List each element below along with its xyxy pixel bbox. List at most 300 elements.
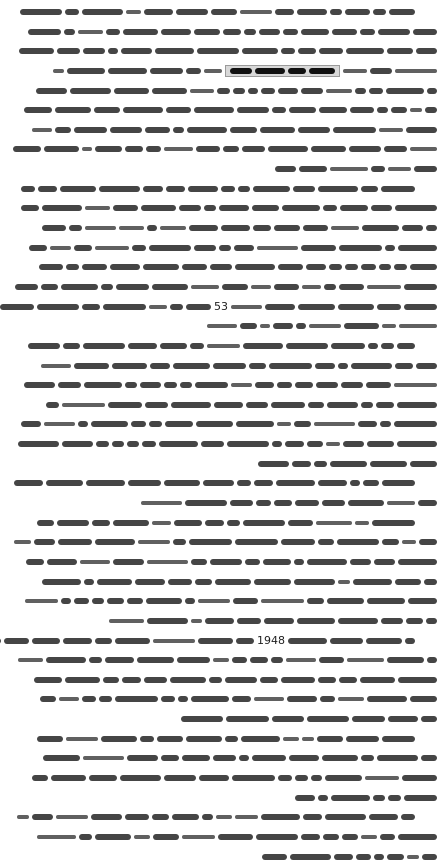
word-placeholder (366, 638, 402, 644)
word-placeholder (94, 107, 120, 113)
word-placeholder (107, 598, 124, 604)
word-placeholder (89, 775, 117, 781)
word-placeholder (103, 677, 119, 683)
word-placeholder (307, 441, 323, 447)
word-placeholder (333, 127, 376, 133)
text-line (5, 455, 437, 473)
word-placeholder (125, 814, 149, 820)
word-placeholder (331, 343, 365, 349)
word-placeholder (371, 205, 392, 211)
word-placeholder (231, 305, 262, 309)
word-placeholder (410, 264, 437, 270)
word-placeholder (226, 716, 269, 722)
word-placeholder (177, 657, 210, 663)
word-placeholder (214, 402, 243, 408)
word-placeholder (46, 402, 59, 408)
word-placeholder (82, 147, 92, 151)
word-placeholder (164, 382, 177, 388)
word-placeholder (286, 658, 316, 662)
word-placeholder (160, 226, 186, 230)
word-placeholder (238, 186, 250, 192)
word-placeholder (194, 245, 216, 251)
word-placeholder (110, 127, 142, 133)
word-placeholder (421, 755, 437, 761)
word-placeholder (395, 363, 413, 369)
word-placeholder (222, 284, 248, 290)
word-placeholder (343, 441, 364, 447)
word-placeholder (152, 814, 169, 820)
word-placeholder (74, 245, 92, 251)
word-placeholder (0, 304, 34, 310)
word-placeholder (150, 363, 170, 369)
word-placeholder (164, 480, 200, 486)
word-placeholder (294, 579, 335, 585)
word-placeholder (389, 9, 415, 15)
word-placeholder (146, 146, 161, 152)
word-placeholder (182, 264, 207, 270)
word-placeholder (298, 127, 330, 133)
year-number: 1948 (257, 633, 285, 647)
text-line (5, 592, 437, 610)
word-placeholder (254, 480, 273, 486)
word-placeholder (178, 696, 188, 702)
word-placeholder (276, 480, 315, 486)
word-placeholder (231, 383, 252, 387)
text-line (5, 789, 437, 807)
word-placeholder (221, 225, 250, 231)
text-line (5, 199, 437, 217)
word-placeholder (191, 559, 207, 565)
word-placeholder (402, 225, 423, 231)
word-placeholder (233, 88, 245, 94)
word-placeholder (408, 598, 437, 604)
word-placeholder (211, 9, 237, 15)
word-placeholder (173, 127, 184, 133)
word-placeholder (261, 814, 300, 820)
article-paragraph (5, 808, 437, 865)
word-placeholder (260, 127, 295, 133)
word-placeholder (260, 324, 270, 328)
word-placeholder (223, 29, 241, 35)
word-placeholder (388, 795, 401, 801)
word-placeholder (153, 639, 195, 643)
text-line (5, 573, 437, 591)
word-placeholder (13, 146, 41, 152)
word-placeholder (152, 521, 171, 525)
word-placeholder (424, 579, 437, 585)
word-placeholder (112, 363, 147, 369)
word-placeholder (326, 89, 352, 93)
word-placeholder (161, 696, 175, 702)
word-placeholder (289, 755, 319, 761)
word-placeholder (346, 736, 379, 742)
text-line (5, 690, 437, 708)
text-line (5, 494, 437, 512)
word-placeholder (406, 127, 437, 133)
word-placeholder (307, 559, 347, 565)
word-placeholder (272, 716, 304, 722)
word-placeholder (225, 736, 238, 742)
word-placeholder (166, 107, 191, 113)
word-placeholder (138, 540, 170, 544)
word-placeholder (281, 677, 315, 683)
word-placeholder (374, 559, 395, 565)
word-placeholder (86, 480, 125, 486)
word-placeholder (95, 246, 129, 250)
word-placeholder (387, 501, 415, 505)
word-placeholder (242, 146, 265, 152)
text-line (5, 848, 437, 866)
word-placeholder (407, 855, 419, 859)
word-placeholder (155, 48, 194, 54)
word-placeholder (263, 559, 291, 565)
word-placeholder (330, 167, 368, 171)
word-placeholder (194, 29, 220, 35)
word-placeholder (121, 48, 152, 54)
word-placeholder (32, 128, 52, 132)
word-placeholder (128, 343, 157, 349)
word-placeholder (295, 382, 313, 388)
word-placeholder (63, 638, 92, 644)
article-paragraph (5, 180, 437, 335)
word-placeholder (47, 559, 77, 565)
word-placeholder (24, 107, 52, 113)
word-placeholder (46, 480, 83, 486)
word-placeholder (198, 638, 233, 644)
word-placeholder (289, 107, 316, 113)
word-placeholder (254, 579, 291, 585)
word-placeholder (288, 638, 327, 644)
word-placeholder (330, 638, 363, 644)
word-placeholder (80, 560, 110, 564)
word-placeholder (43, 755, 80, 761)
highlighted-phrase (225, 65, 340, 77)
word-placeholder (398, 559, 437, 565)
word-placeholder (186, 304, 211, 310)
word-placeholder (74, 127, 107, 133)
word-placeholder (191, 285, 219, 289)
word-placeholder (34, 677, 62, 683)
word-placeholder (188, 186, 218, 192)
word-placeholder (309, 68, 335, 74)
word-placeholder (339, 284, 364, 290)
word-placeholder (395, 69, 437, 73)
word-placeholder (242, 48, 278, 54)
word-placeholder (230, 127, 257, 133)
word-placeholder (143, 186, 163, 192)
text-line (5, 140, 437, 158)
text-line (5, 317, 437, 335)
word-placeholder (103, 304, 146, 310)
word-placeholder (254, 697, 284, 701)
word-placeholder (330, 461, 367, 467)
word-placeholder (345, 264, 358, 270)
word-placeholder (368, 343, 378, 349)
word-placeholder (131, 421, 146, 427)
word-placeholder (164, 147, 193, 151)
word-placeholder (235, 264, 275, 270)
word-placeholder (360, 29, 375, 35)
word-placeholder (202, 814, 213, 820)
word-placeholder (125, 382, 137, 388)
word-placeholder (363, 480, 379, 486)
word-placeholder (372, 520, 415, 526)
word-placeholder (59, 697, 79, 701)
word-placeholder (288, 68, 306, 74)
word-placeholder (53, 69, 64, 73)
word-placeholder (385, 245, 395, 251)
text-line (5, 337, 437, 355)
word-placeholder (21, 421, 41, 427)
word-placeholder (37, 304, 79, 310)
word-placeholder (301, 29, 329, 35)
word-placeholder (287, 696, 317, 702)
word-placeholder (57, 520, 89, 526)
word-placeholder (422, 854, 437, 860)
text-line (5, 258, 437, 276)
urdu-news-article (5, 3, 437, 669)
word-placeholder (410, 108, 422, 112)
word-placeholder (297, 618, 335, 624)
text-line (5, 514, 437, 532)
text-line (5, 533, 437, 551)
word-placeholder (65, 9, 79, 15)
word-placeholder (318, 795, 328, 801)
word-placeholder (361, 264, 376, 270)
word-placeholder (324, 284, 336, 290)
word-placeholder (317, 736, 343, 742)
word-placeholder (240, 10, 272, 14)
word-placeholder (327, 598, 364, 604)
word-placeholder (405, 638, 415, 644)
word-placeholder (24, 382, 55, 388)
word-placeholder (410, 147, 437, 151)
word-placeholder (113, 205, 138, 211)
word-placeholder (191, 696, 229, 702)
word-placeholder (369, 88, 383, 94)
word-placeholder (195, 382, 228, 388)
word-placeholder (404, 795, 437, 801)
word-placeholder (32, 814, 53, 820)
word-placeholder (40, 696, 56, 702)
word-placeholder (379, 128, 403, 132)
word-placeholder (410, 696, 437, 702)
word-placeholder (159, 441, 198, 447)
word-placeholder (70, 88, 111, 94)
word-placeholder (230, 68, 252, 74)
aid-amount-number: 53 (214, 299, 228, 313)
word-placeholder (338, 618, 378, 624)
word-placeholder (269, 363, 312, 369)
word-placeholder (265, 304, 295, 310)
word-placeholder (339, 677, 357, 683)
word-placeholder (123, 107, 163, 113)
word-placeholder (361, 186, 378, 192)
word-placeholder (83, 48, 105, 54)
word-placeholder (283, 29, 298, 35)
word-placeholder (198, 599, 230, 603)
word-placeholder (166, 186, 185, 192)
word-placeholder (355, 521, 369, 525)
word-placeholder (249, 363, 266, 369)
word-placeholder (362, 225, 399, 231)
word-placeholder (318, 539, 334, 545)
word-placeholder (119, 226, 144, 230)
word-placeholder (330, 9, 342, 15)
word-placeholder (320, 696, 335, 702)
word-placeholder (78, 421, 88, 427)
word-placeholder (34, 539, 55, 545)
word-placeholder (373, 9, 386, 15)
word-placeholder (165, 421, 193, 427)
word-placeholder (37, 520, 54, 526)
word-placeholder (58, 382, 81, 388)
word-placeholder (295, 795, 315, 801)
word-placeholder (331, 795, 370, 801)
word-placeholder (367, 696, 407, 702)
word-placeholder (367, 598, 405, 604)
word-placeholder (290, 854, 331, 860)
word-placeholder (199, 775, 229, 781)
word-placeholder (387, 854, 404, 860)
article-paragraph (5, 514, 437, 630)
word-placeholder (55, 107, 91, 113)
word-placeholder (243, 343, 283, 349)
word-placeholder (92, 520, 110, 526)
word-placeholder (144, 677, 167, 683)
word-placeholder (120, 775, 161, 781)
word-placeholder (84, 579, 94, 585)
word-placeholder (37, 835, 76, 839)
text-line (5, 101, 437, 119)
word-placeholder (307, 716, 349, 722)
word-placeholder (294, 559, 304, 565)
word-placeholder (302, 285, 321, 289)
word-placeholder (311, 146, 346, 152)
word-placeholder (213, 755, 236, 761)
word-placeholder (311, 775, 322, 781)
word-placeholder (28, 343, 60, 349)
word-placeholder (149, 245, 191, 251)
word-placeholder (253, 186, 290, 192)
word-placeholder (18, 658, 43, 662)
word-placeholder (37, 736, 63, 742)
word-placeholder (186, 736, 222, 742)
word-placeholder (95, 638, 112, 644)
word-placeholder (85, 226, 116, 230)
text-line (5, 474, 437, 492)
word-placeholder (253, 225, 271, 231)
word-placeholder (147, 618, 188, 624)
word-placeholder (240, 323, 257, 329)
word-placeholder (394, 421, 437, 427)
text-line (5, 298, 437, 316)
word-placeholder (340, 205, 368, 211)
word-placeholder (97, 579, 132, 585)
word-placeholder (181, 716, 223, 722)
text-line (5, 82, 437, 100)
word-placeholder (319, 48, 343, 54)
word-placeholder (416, 363, 437, 369)
word-placeholder (217, 88, 230, 94)
word-placeholder (353, 579, 392, 585)
word-placeholder (388, 167, 411, 171)
text-line (5, 239, 437, 257)
word-placeholder (190, 89, 214, 93)
word-placeholder (145, 127, 170, 133)
word-placeholder (235, 815, 258, 819)
word-placeholder (223, 146, 239, 152)
word-placeholder (286, 343, 328, 349)
word-placeholder (21, 205, 39, 211)
word-placeholder (140, 736, 154, 742)
word-placeholder (190, 343, 204, 349)
word-placeholder (150, 68, 183, 74)
word-placeholder (288, 520, 313, 526)
word-placeholder (303, 814, 322, 820)
word-placeholder (44, 422, 75, 426)
word-placeholder (25, 599, 58, 603)
word-placeholder (41, 364, 71, 368)
word-placeholder (126, 10, 141, 14)
word-placeholder (387, 657, 424, 663)
word-placeholder (132, 245, 146, 251)
word-placeholder (152, 284, 188, 290)
word-placeholder (365, 776, 399, 780)
word-placeholder (176, 9, 208, 15)
word-placeholder (157, 736, 183, 742)
text-line (5, 769, 437, 787)
word-placeholder (221, 186, 235, 192)
word-placeholder (101, 736, 137, 742)
word-placeholder (255, 68, 285, 74)
word-placeholder (402, 540, 416, 544)
word-placeholder (381, 186, 415, 192)
word-placeholder (274, 225, 300, 231)
word-placeholder (91, 421, 128, 427)
word-placeholder (213, 658, 229, 662)
word-placeholder (274, 500, 292, 506)
word-placeholder (261, 88, 275, 94)
word-placeholder (237, 480, 251, 486)
word-placeholder (82, 264, 107, 270)
word-placeholder (99, 696, 112, 702)
word-placeholder (170, 677, 206, 683)
word-placeholder (367, 441, 394, 447)
word-placeholder (398, 677, 437, 683)
word-placeholder (191, 619, 202, 623)
word-placeholder (99, 186, 140, 192)
word-placeholder (339, 245, 382, 251)
word-placeholder (351, 363, 392, 369)
word-placeholder (42, 205, 82, 211)
word-placeholder (352, 716, 385, 722)
word-placeholder (278, 88, 298, 94)
word-placeholder (418, 500, 437, 506)
word-placeholder (160, 343, 187, 349)
word-placeholder (377, 304, 401, 310)
word-placeholder (147, 225, 157, 231)
word-placeholder (338, 304, 374, 310)
word-placeholder (57, 48, 80, 54)
word-placeholder (406, 618, 423, 624)
text-line (5, 632, 437, 650)
word-placeholder (95, 834, 131, 840)
word-placeholder (358, 421, 377, 427)
word-placeholder (379, 264, 391, 270)
word-placeholder (377, 107, 388, 113)
word-placeholder (210, 559, 242, 565)
